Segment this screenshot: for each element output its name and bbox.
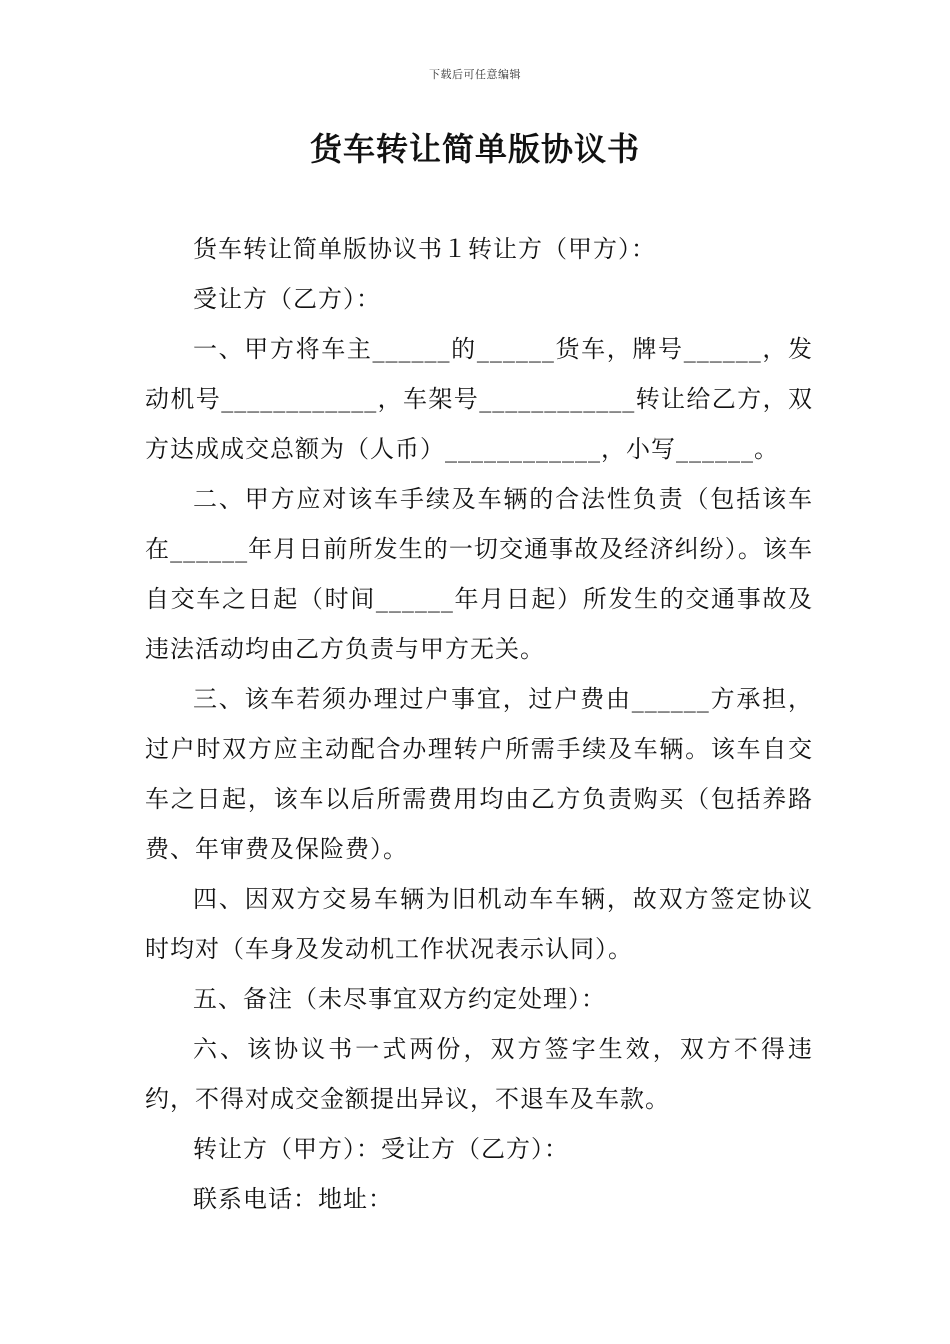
paragraph-clause-2: 二、甲方应对该车手续及车辆的合法性负责（包括该车在______年月日前所发生的一切交通事故及经济纠纷）。该车自交车之日起（时间______年月日起）所发生的交通事故及违法活动均由乙方负责与甲方无关。 [145,485,813,663]
paragraph-signatures: 转让方（甲方）：受让方（乙方）： [193,1135,569,1163]
paragraph-clause-6: 六、该协议书一式两份，双方签字生效，双方不得违约，不得对成交金额提出异议，不退车及车款。 [145,1035,813,1113]
paragraph-clause-3: 三、该车若须办理过户事宜，过户费由______方承担，过户时双方应主动配合办理转户所需手续及车辆。该车自交车之日起，该车以后所需费用均由乙方负责购买（包括养路费、年审费及保险费）。 [145,685,813,863]
paragraph-transferor: 货车转让简单版协议书１转让方（甲方）： [193,235,656,263]
paragraph-clause-1: 一、甲方将车主______的______货车，牌号______，发动机号____________，车架号____________转让给乙方，双方达成成交总额为（人币）____________，小写______。 [145,335,813,463]
paragraph-clause-4: 四、因双方交易车辆为旧机动车车辆，故双方签定协议时均对（车身及发动机工作状况表示认同）。 [145,885,813,963]
document-title: 货车转让简单版协议书 [309,130,640,168]
header-note: 下载后可任意编辑 [429,68,521,81]
document-body [145,224,813,1224]
paragraph-contact: 联系电话：地址： [193,1185,393,1213]
paragraph-clause-5: 五、备注（未尽事宜双方约定处理）： [193,985,606,1013]
paragraph-transferee: 受让方（乙方）： [193,285,381,313]
